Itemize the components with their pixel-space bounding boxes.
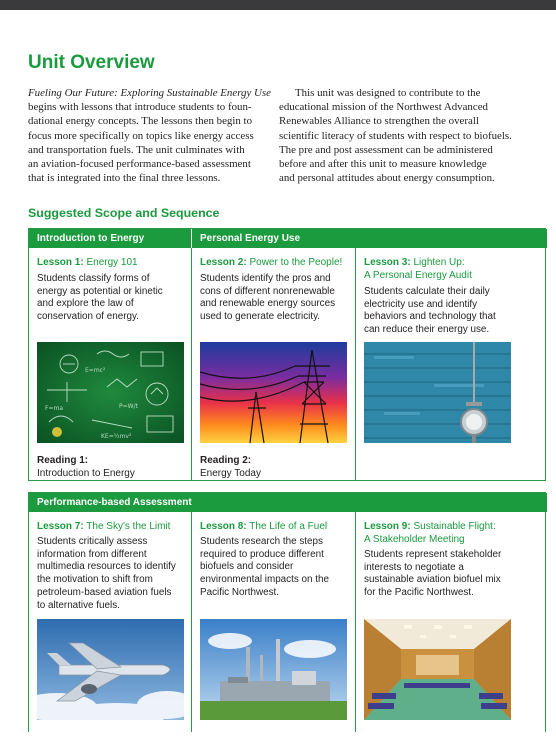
lesson-card-9 [356, 512, 547, 732]
intro-line: Renewables Alliance to strengthen the overall [279, 115, 479, 128]
svg-text:KE=½mv²: KE=½mv² [101, 433, 132, 440]
unit-name: Fueling Our Future: Exploring Sustainable Energy Use [28, 87, 271, 99]
intro-line: that is integrated into the final three lessons. [28, 172, 221, 185]
airplane-image [37, 619, 184, 720]
svg-text:F=ma: F=ma [45, 405, 63, 412]
intro-line: educational mission of the Northwest Advanced [279, 101, 488, 114]
intro-line: before and after this unit to measure knowledge [279, 158, 487, 171]
header-personal-energy-use: Personal Energy Use [192, 229, 547, 248]
lesson-description: Students identify the pros and cons of different nonrenewable and renewable energy sources used to generate electricity. [200, 273, 336, 323]
intro-line: This unit was designed to contribute to the [295, 87, 481, 99]
intro-line: and personal attitudes about energy consumption. [279, 172, 495, 185]
intro-right-paragraph [279, 86, 541, 185]
lesson-card-8 [192, 512, 356, 732]
lesson-title: Lesson 3: Lighten Up: A Personal Energy Audit [364, 257, 472, 281]
intro-left-paragraph [28, 86, 271, 185]
intro-line: begins with lessons that introduce students to foun- [28, 101, 252, 114]
header-performance-assessment: Performance-based Assessment [29, 493, 547, 512]
lesson-card-2 [192, 248, 356, 480]
scope-grid-assessment [28, 492, 546, 732]
lesson-title: Lesson 8: The Life of a Fuel [200, 521, 328, 532]
intro-line: scientific literacy of students with respect to biofuels. [279, 129, 512, 142]
intro-line: focus more specifically on topics like energy access [28, 129, 254, 142]
lesson-description: Students represent stakeholder interests to negotiate a sustainable aviation biofuel mix for the Pacific Northwest. [364, 549, 502, 599]
meeting-hall-image [364, 619, 511, 720]
svg-text:P=W/t: P=W/t [119, 403, 138, 410]
header-introduction-to-energy: Introduction to Energy [29, 229, 192, 248]
lesson-card-1 [29, 248, 192, 480]
lesson-description: Students research the steps required to produce different biofuels and consider environmental impacts on the Pacific Northwest. [200, 536, 329, 598]
reading-1: Reading 1: Introduction to Energy [37, 455, 135, 479]
lesson-description: Students calculate their daily electricity use and identify behaviors and technology that can reduce their energy use. [364, 286, 496, 336]
intro-line: dational energy concepts. The lessons then begin to [28, 115, 253, 128]
lesson-title: Lesson 1: Energy 101 [37, 257, 138, 268]
svg-text:E=mc²: E=mc² [85, 367, 106, 374]
lesson-description: Students critically assess information from different multimedia resources to identify the motivation to shift from petroleum-based aviation fuels to alternative fuels. [37, 536, 176, 611]
intro-line: The pre and post assessment can be administered [279, 143, 493, 156]
lesson-card-7 [29, 512, 192, 732]
page-title: Unit Overview [28, 52, 155, 73]
electric-meter-image [364, 342, 511, 443]
lesson-title: Lesson 7: The Sky's the Limit [37, 521, 171, 532]
lesson-title: Lesson 9: Sustainable Flight: A Stakeholder Meeting [364, 521, 496, 545]
scope-grid-energy [28, 228, 546, 481]
power-lines-image [200, 342, 347, 443]
lesson-title: Lesson 2: Power to the People! [200, 257, 343, 268]
intro-line [28, 86, 271, 100]
lesson-card-3 [356, 248, 547, 480]
section-heading: Suggested Scope and Sequence [28, 206, 220, 220]
top-bar [0, 0, 556, 10]
lesson-description: Students classify forms of energy as potential or kinetic and explore the law of conservation of energy. [37, 273, 163, 323]
chalkboard-image [37, 342, 184, 443]
intro-line: and transportation fuels. The unit culminates with [28, 143, 245, 156]
refinery-image [200, 619, 347, 720]
reading-2: Reading 2: Energy Today [200, 455, 261, 479]
intro-line: an aviation-focused performance-based assessment [28, 158, 251, 171]
